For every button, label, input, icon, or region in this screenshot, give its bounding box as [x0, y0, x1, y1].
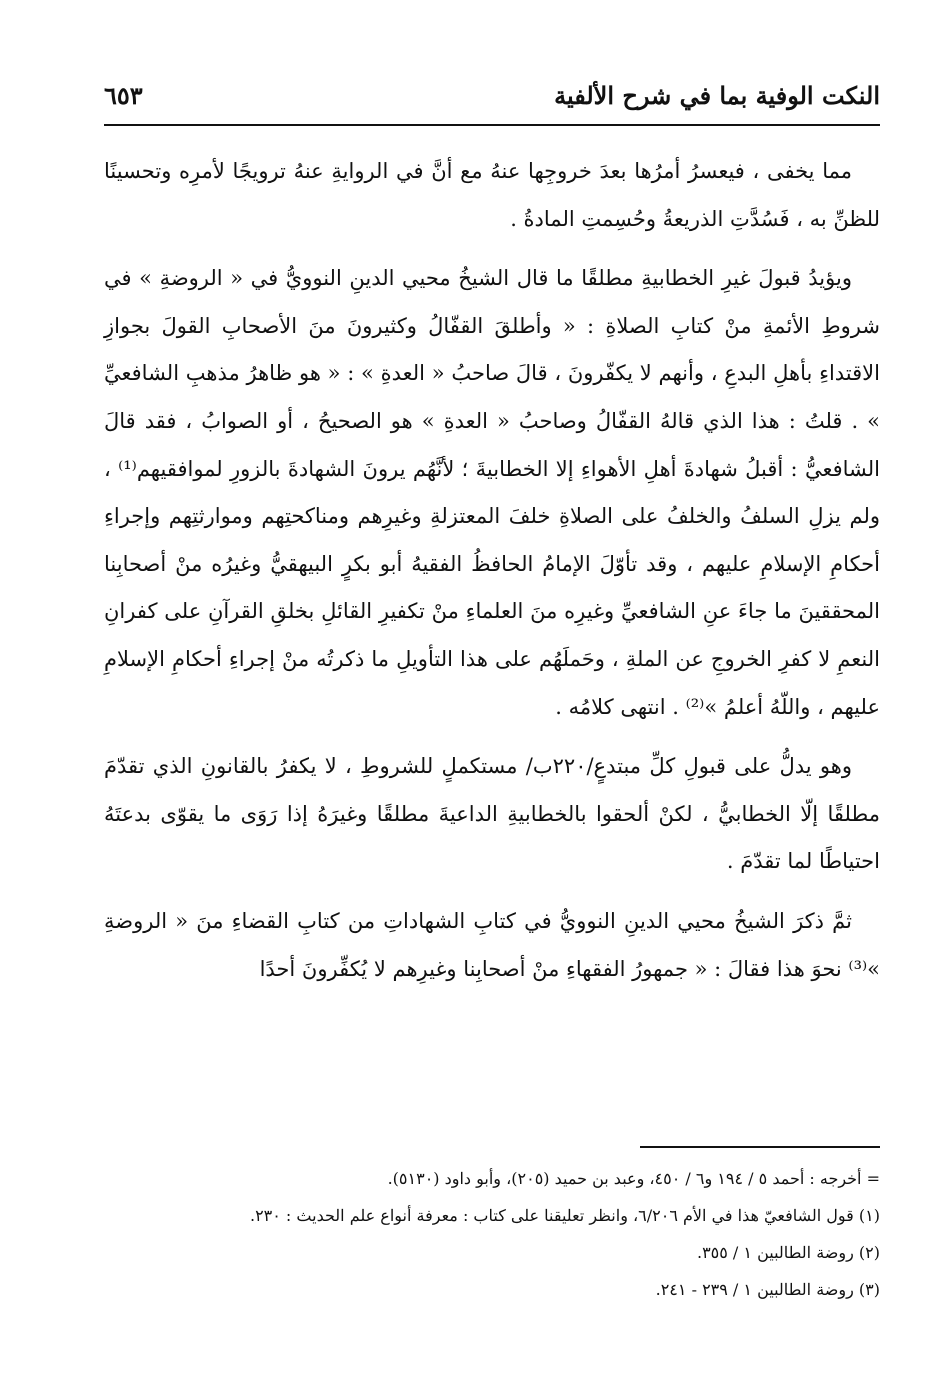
footnote-rule — [640, 1146, 880, 1148]
footnote-1: (١) قول الشافعيّ هذا في الأم ٦/٢٠٦، وانظر تعليقنا على كتاب : معرفة أنواع علم الحديث : ٢٣٠. — [249, 1206, 880, 1225]
paragraph-1: مما يخفى ، فيعسرُ أمرُها بعدَ خروجِها عنهُ مع أنَّ في الروايةِ عنهُ ترويجًا لأمرِه وتحسينًا للظنِّ به ، فَسُدَّتِ الذريعةُ وحُسِمتِ المادةُ . — [104, 159, 880, 231]
paragraph-2: ويؤيدُ قبولَ غيرِ الخطابيةِ مطلقًا ما قال الشيخُ محيي الدينِ النوويُّ في « الروضةِ » في شروطِ الأئمةِ منْ كتابِ الصلاةِ : « وأطلقَ القفّالُ وكثيرونَ منَ الأصحابِ القولَ بجوازِ الاقتداءِ بأهلِ البدعِ ، وأنهم لا يكفّرونَ ، قالَ صاحبُ « العدةِ » : « هو ظاهرُ مذهبِ الشافعيِّ » . قلتُ : هذا الذي قالهُ القفّالُ وصاحبُ « العدةِ » هو الصحيحُ ، أو الصوابُ ، فقد قالَ الشافعيُّ : أقبلُ شهادةَ أهلِ الأهواءِ إلا الخطابيةَ ؛ لأنَّهُم يرونَ الشهادةَ بالزورِ لموافقيهم⁽¹⁾ ، ولم يزلِ السلفُ والخلفُ على الصلاةِ خلفَ المعتزلةِ وغيرِهم ومناكحتِهم وموارثتِهم وإجراءِ أحكامِ الإسلامِ عليهم ، وقد تأوّلَ الإمامُ الحافظُ الفقيهُ أبو بكرٍ البيهقيُّ وغيرُه منْ أصحابِنا المحققينَ ما جاءَ عنِ الشافعيِّ وغيرِه منَ العلماءِ منْ تكفيرِ القائلِ بخلقِ القرآنِ على كفرانِ النعمِ لا كفرِ الخروجِ عن الملةِ ، وحَملَهُم على هذا التأويلِ ما ذكرتُه منْ إجراءِ أحكامِ الإسلامِ عليهم ، واللّهُ أعلمُ »⁽²⁾ . انتهى كلامُه . — [104, 266, 880, 719]
header-rule — [104, 124, 880, 126]
page-header — [104, 78, 880, 118]
page-number: ٦٥٣ — [104, 81, 143, 110]
main-text — [104, 148, 880, 1005]
footnotes — [150, 1160, 880, 1308]
footnote-continuation: = أخرجه : أحمد ٥ / ١٩٤ و٦ / ٤٥٠، وعبد بن حميد (٢٠٥)، وأبو داود (٥١٣٠). — [387, 1169, 880, 1188]
running-title: النكت الوفية بما في شرح الألفية — [554, 81, 880, 110]
footnote-2: (٢) روضة الطالبين ١ / ٣٥٥. — [696, 1243, 880, 1262]
paragraph-4: ثمَّ ذكرَ الشيخُ محيي الدينِ النوويُّ في كتابِ الشهاداتِ من كتابِ القضاءِ منَ « الروضةِ »⁽³⁾ نحوَ هذا فقالَ : « جمهورُ الفقهاءِ منْ أصحابِنا وغيرِهم لا يُكفِّرونَ أحدًا — [104, 908, 880, 981]
footnote-3: (٣) روضة الطالبين ١ / ٢٣٩ - ٢٤١. — [655, 1280, 880, 1299]
paragraph-3: وهو يدلُّ على قبولِ كلِّ مبتدعٍ/٢٢٠ب/ مستكملٍ للشروطِ ، لا يكفرُ بالقانونِ الذي تقدّمَ مطلقًا إلّا الخطابيُّ ، لكنْ ألحقوا بالخطابيةِ الداعيةَ مطلقًا وغيرَهُ إذا رَوَى ما يقوّى بدعتَهُ احتياطًا لما تقدّمَ . — [104, 754, 880, 874]
